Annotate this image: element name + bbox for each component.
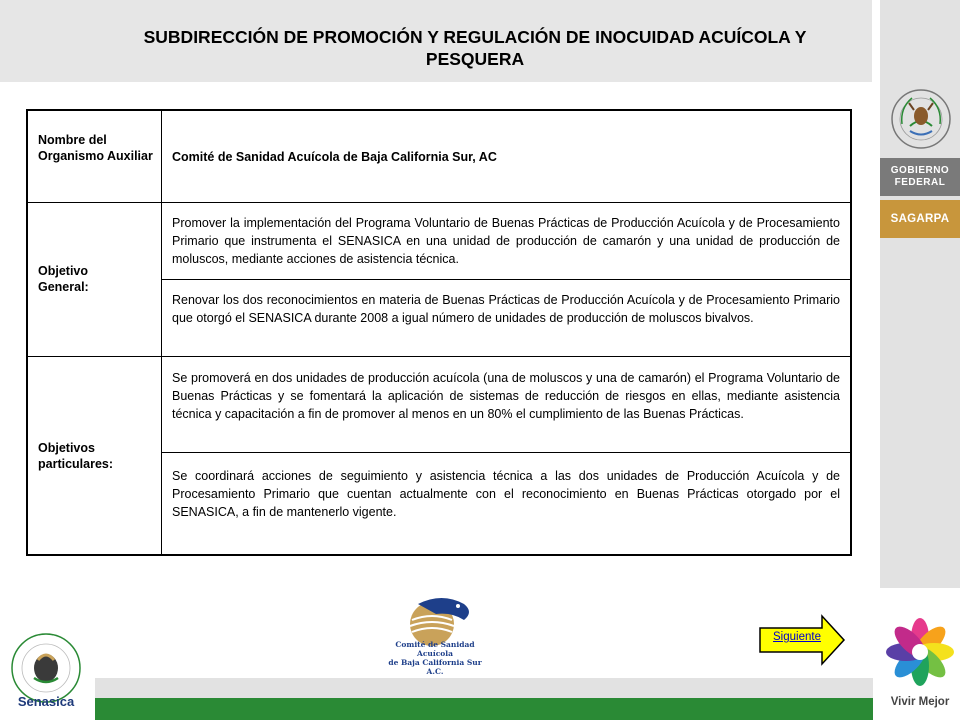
comite-caption-line-2: de Baja California Sur A.C. (388, 658, 482, 676)
row-divider (28, 356, 850, 357)
label-column (28, 111, 162, 554)
comite-caption-line-1: Comité de Sanidad Acuícola (395, 640, 475, 658)
objetivo-general-label: Objetivo General: (38, 264, 89, 294)
next-link[interactable]: Siguiente (773, 631, 821, 643)
row-divider (28, 202, 850, 203)
cell-divider (162, 279, 850, 280)
footer-green-bar (95, 698, 873, 720)
organismo-label: Nombre del Organismo Auxiliar (38, 133, 153, 163)
vivir-mejor-label: Vivir Mejor (890, 696, 950, 708)
mexico-seal-icon (890, 86, 952, 152)
objetivo-general-text-a: Promover la implementación del Programa Voluntario de Buenas Prácticas de Producción Acuícola y de Procesamiento Primario que instrumenta el SENASICA en una unidad de producción de camarón y una unidad de producción de moluscos, mediante acciones de asistencia técnica. (172, 216, 840, 266)
sagarpa-badge: SAGARPA (880, 200, 960, 238)
page-title: SUBDIRECCIÓN DE PROMOCIÓN Y REGULACIÓN DE INOCUIDAD ACUÍCOLA Y PESQUERA (143, 27, 807, 69)
objetivos-particulares-text-b: Se coordinará acciones de seguimiento y asistencia técnica a las dos unidades de Producción Acuícola y de Procesamiento Primario que cuentan actualmente con el reconocimiento en Buenas Prácticas otorgado por el SENASICA, a fin de mantenerlo vigente. (172, 469, 840, 519)
vivir-mejor-logo (884, 616, 956, 688)
objetivos-particulares-text-a: Se promoverá en dos unidades de producción acuícola (una de moluscos y una de camarón) el Programa Voluntario de Buenas Prácticas y se fomentará la aplicación de sistemas de reducción de riesgos en ellas, mediante asistencia técnica y capacitación a fin de promover al menos en un 80% el cumplimiento de las Buenas Prácticas. (172, 371, 840, 421)
senasica-label: Senasica (17, 694, 75, 709)
info-table (26, 109, 852, 556)
cell-divider (162, 452, 850, 453)
footer-band (95, 678, 873, 698)
objetivos-particulares-label: Objetivos particulares: (38, 441, 114, 471)
organismo-value: Comité de Sanidad Acuícola de Baja California Sur, AC (172, 150, 497, 164)
gobierno-federal-badge: GOBIERNO FEDERAL (880, 158, 960, 196)
objetivo-general-text-b: Renovar los dos reconocimientos en materia de Buenas Prácticas de Producción Acuícola y de Procesamiento Primario que otorgó el SENASICA durante 2008 a igual número de unidades de producción de moluscos bivalvos. (172, 293, 840, 325)
next-button[interactable] (758, 614, 846, 666)
comite-caption (380, 640, 490, 676)
